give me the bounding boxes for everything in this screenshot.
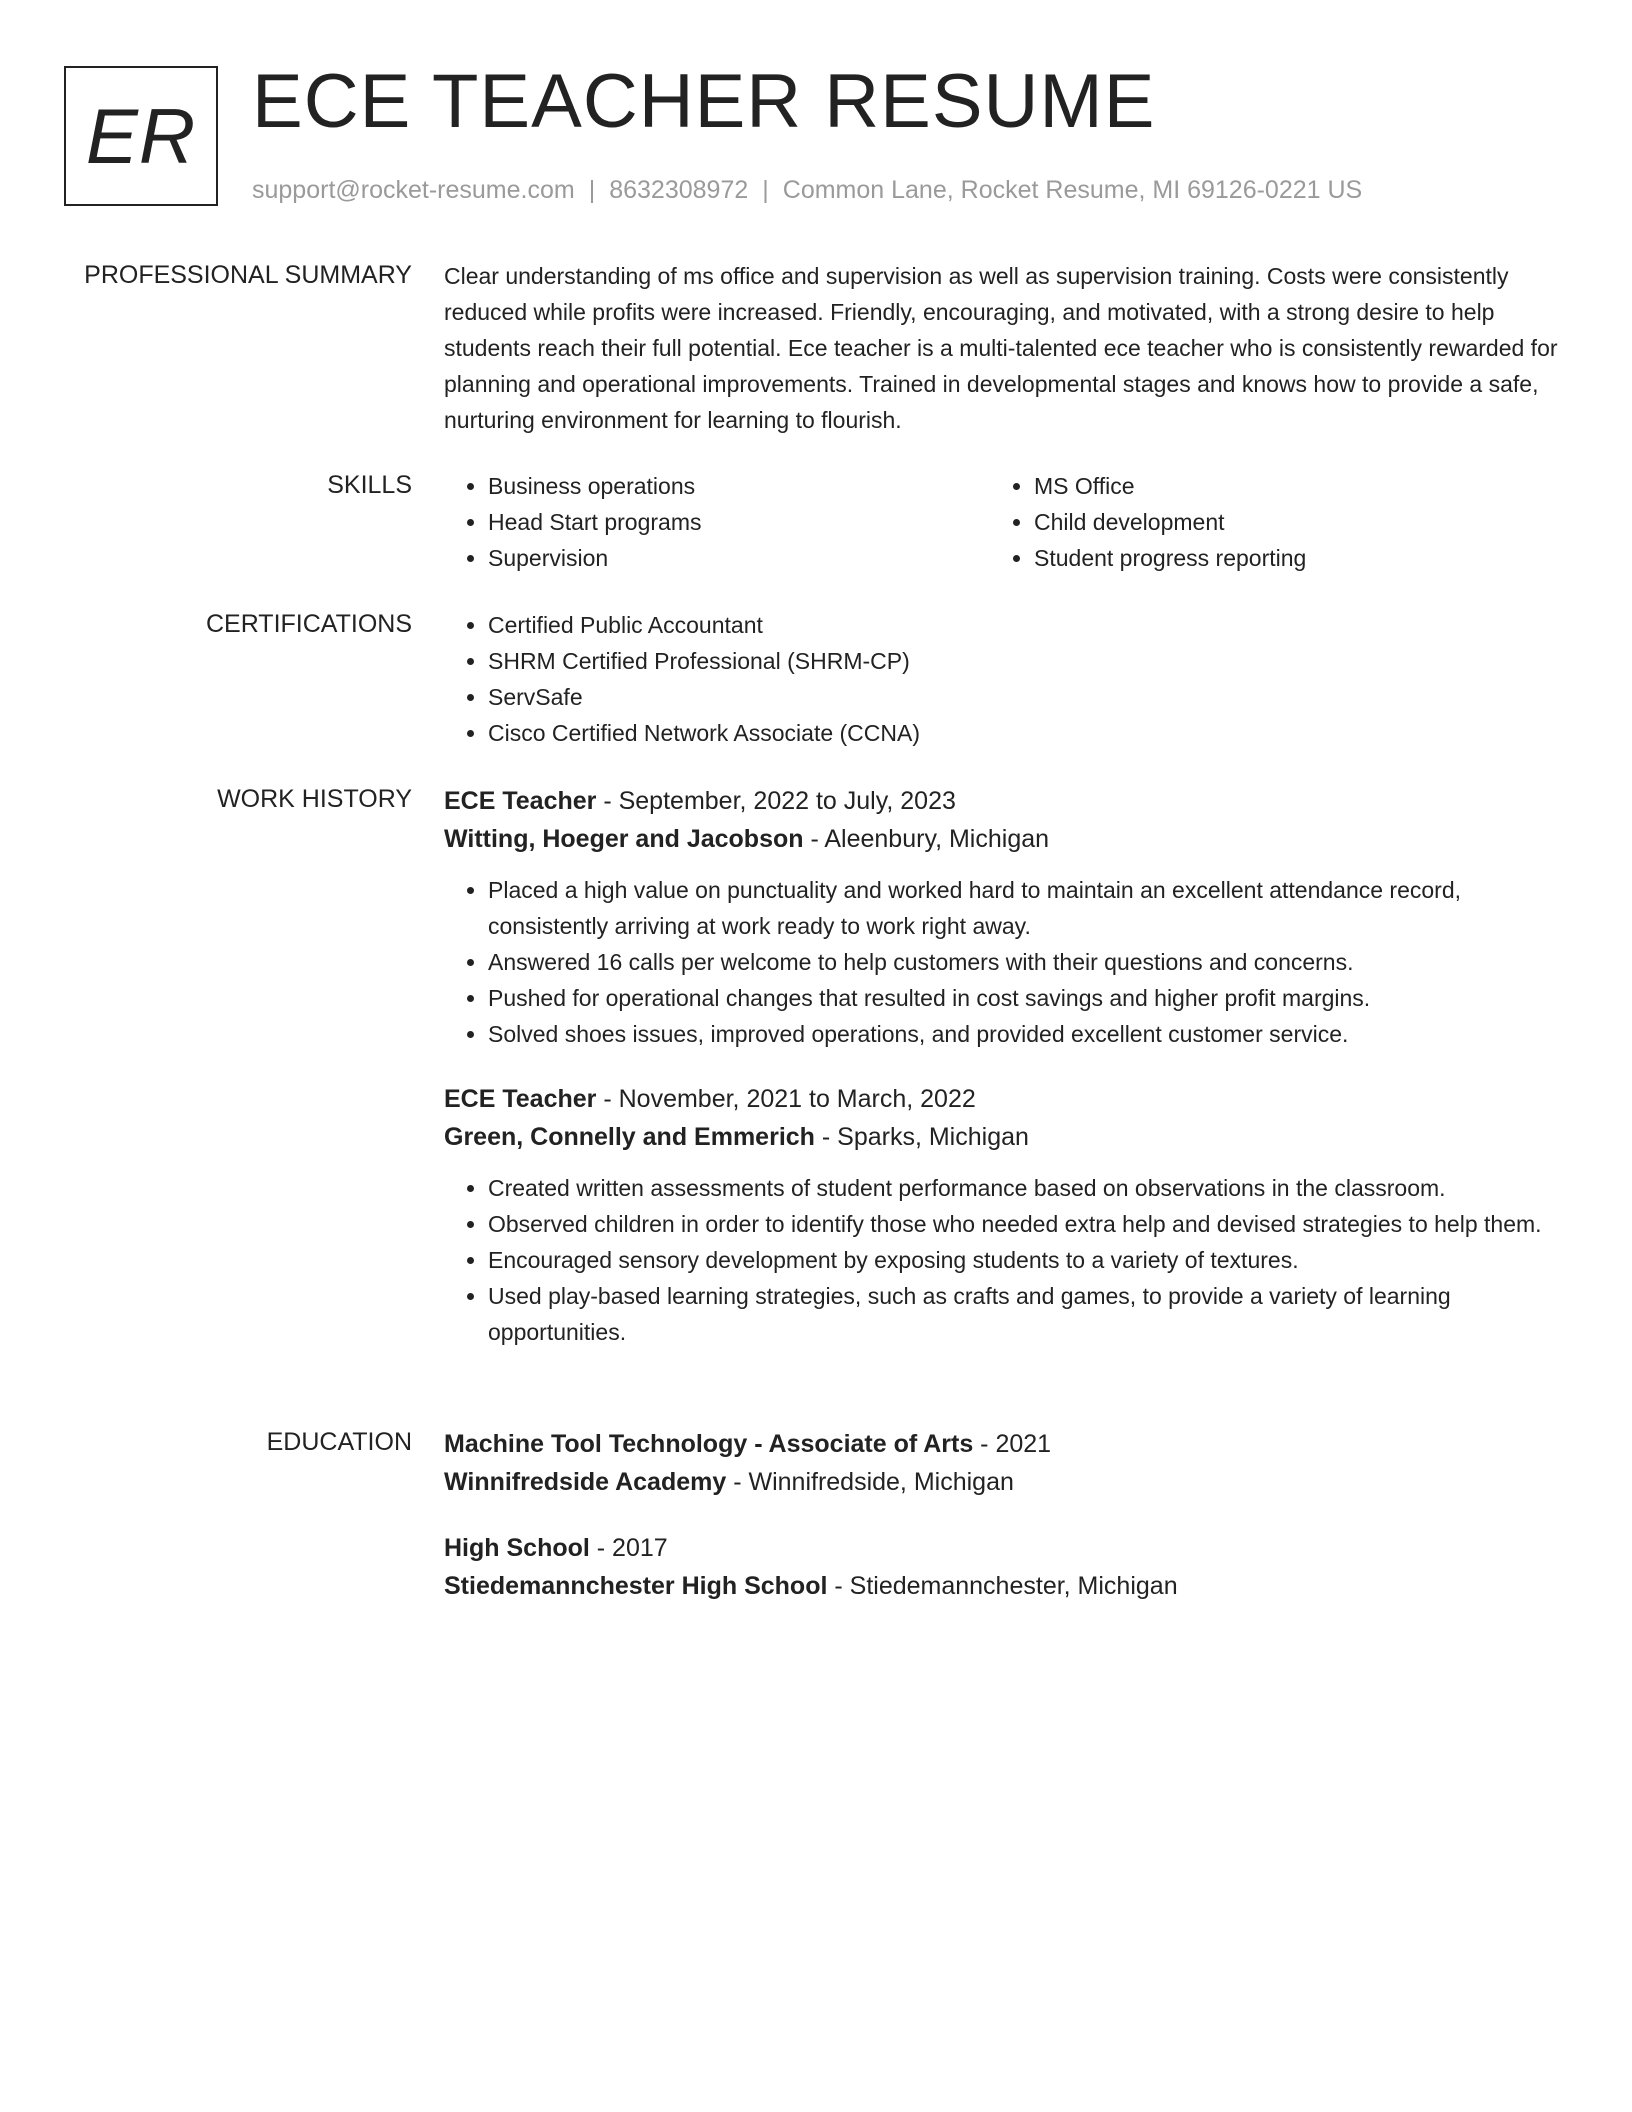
education-entry [444, 1425, 1564, 1501]
contact-separator: | [588, 176, 596, 204]
job-company-line [444, 1118, 1564, 1156]
work-history-heading: WORK HISTORY [217, 785, 412, 813]
summary-text: Clear understanding of ms office and supervision as well as supervision training. Costs were consistently reduced while profits were increased. Friendly, encouraging, and motivated, with a strong desire to help students reach their full potential. Ece teacher is a multi-talented ece teacher who is consistently rewarded for planning and operational improvements. Trained in developmental stages and knows how to provide a safe, nurturing environment for learning to flourish. [444, 263, 1558, 433]
certification-item: • ServSafe [488, 679, 1564, 715]
education-heading: EDUCATION [266, 1428, 412, 1456]
job-location: - Sparks, Michigan [814, 1123, 1029, 1151]
job-bullet: • Answered 16 calls per welcome to help customers with their questions and concerns. [488, 944, 1564, 980]
job-bullet: • Placed a high value on punctuality and worked hard to maintain an excellent attendance record, consistently arriving at work ready to work right away. [488, 872, 1564, 944]
job-title: ECE Teacher [444, 787, 597, 815]
summary-heading: PROFESSIONAL SUMMARY [84, 261, 412, 289]
education-school: Winnifredside Academy [444, 1468, 727, 1496]
skills-grid [444, 468, 1564, 576]
education-degree: High School [444, 1534, 590, 1562]
job-bullet: • Solved shoes issues, improved operations, and provided excellent customer service. [488, 1016, 1564, 1052]
job-company-line [444, 820, 1564, 858]
education-school: Stiedemannchester High School [444, 1572, 828, 1600]
education-degree-line [444, 1529, 1564, 1567]
job-title-line [444, 782, 1564, 820]
skills-column-right [990, 468, 1536, 576]
job-bullet: • Pushed for operational changes that resulted in cost savings and higher profit margins. [488, 980, 1564, 1016]
contact-email: support@rocket-resume.com [252, 176, 575, 204]
certification-item: • Certified Public Accountant [488, 607, 1564, 643]
contact-address: Common Lane, Rocket Resume, MI 69126-0221 US [782, 176, 1363, 204]
contact-phone: 8632308972 [609, 176, 749, 204]
contact-separator: | [762, 176, 769, 204]
job-entry [444, 1080, 1564, 1350]
certifications-heading: CERTIFICATIONS [205, 610, 412, 638]
summary-body [444, 258, 1564, 438]
skill-item: • Business operations [488, 468, 990, 504]
education-school-line [444, 1567, 1564, 1605]
education-location: - Stiedemannchester, Michigan [827, 1572, 1178, 1600]
job-company: Witting, Hoeger and Jacobson [444, 825, 804, 853]
education-year: - 2021 [973, 1430, 1052, 1458]
skill-item: • Child development [1034, 504, 1536, 540]
job-bullet: • Created written assessments of student performance based on observations in the classroom. [488, 1170, 1564, 1206]
education-degree: Machine Tool Technology - Associate of Arts [444, 1430, 974, 1458]
job-bullet: • Observed children in order to identify those who needed extra help and devised strategies to help them. [488, 1206, 1564, 1242]
job-entry [444, 782, 1564, 1052]
skill-item: • MS Office [1034, 468, 1536, 504]
job-dates: - September, 2022 to July, 2023 [596, 787, 956, 815]
job-bullet: • Encouraged sensory development by exposing students to a variety of textures. [488, 1242, 1564, 1278]
certifications-body [444, 607, 1564, 751]
skills-column-left [444, 468, 990, 576]
skills-body [444, 468, 1564, 576]
skill-item: • Head Start programs [488, 504, 990, 540]
job-dates: - November, 2021 to March, 2022 [596, 1085, 976, 1113]
skill-item: • Student progress reporting [1034, 540, 1536, 576]
education-degree-line [444, 1425, 1564, 1463]
job-title: ECE Teacher [444, 1085, 597, 1113]
skill-item: • Supervision [488, 540, 990, 576]
education-body [444, 1425, 1564, 1633]
job-title-line [444, 1080, 1564, 1118]
education-location: - Winnifredside, Michigan [726, 1468, 1014, 1496]
education-entry [444, 1529, 1564, 1605]
job-bullet: • Used play-based learning strategies, such as crafts and games, to provide a variety of learning opportunities. [488, 1278, 1564, 1350]
education-year: - 2017 [589, 1534, 668, 1562]
monogram-logo: ER [64, 66, 218, 206]
resume-title: ECE TEACHER RESUME [252, 59, 1156, 144]
skills-heading: SKILLS [327, 471, 412, 499]
certification-item: • Cisco Certified Network Associate (CCNA) [488, 715, 1564, 751]
job-location: - Aleenbury, Michigan [803, 825, 1050, 853]
contact-line [252, 174, 1362, 207]
work-history-body [444, 782, 1564, 1378]
job-company: Green, Connelly and Emmerich [444, 1123, 815, 1151]
education-school-line [444, 1463, 1564, 1501]
certification-item: • SHRM Certified Professional (SHRM-CP) [488, 643, 1564, 679]
